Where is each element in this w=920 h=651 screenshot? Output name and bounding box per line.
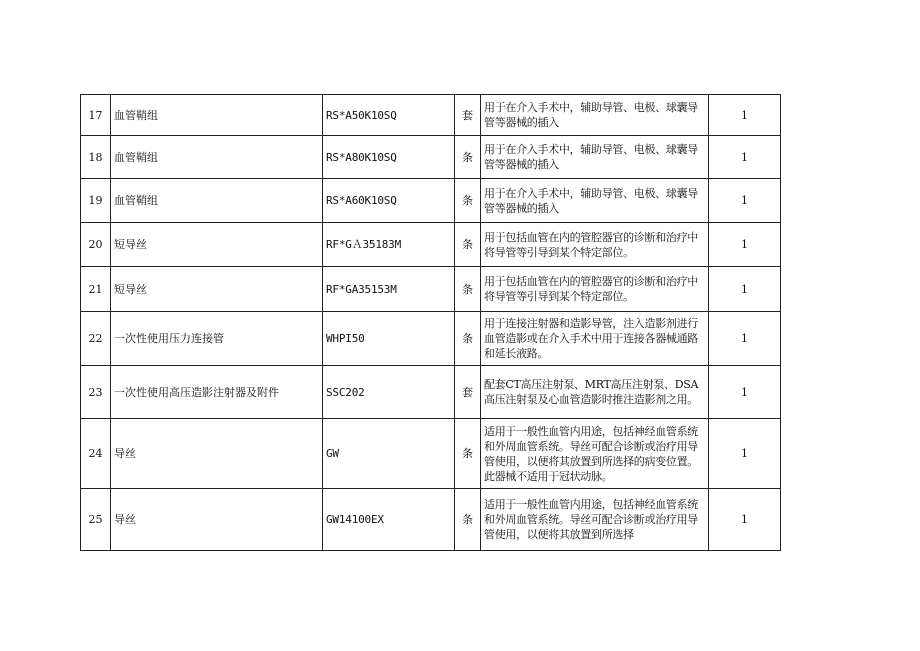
description: 用于在介入手术中，辅助导管、电极、球囊导管等器械的插入 [481,136,709,179]
quantity: 1 [709,95,781,136]
description: 用于包括血管在内的管腔器官的诊断和治疗中将导管等引导到某个特定部位。 [481,267,709,312]
unit: 条 [455,223,481,267]
unit: 条 [455,179,481,223]
row-number: 21 [81,267,111,312]
table-row [81,312,781,366]
row-number: 23 [81,366,111,419]
table-row [81,366,781,419]
model-number: RS*A50K10SQ [323,95,455,136]
row-number: 18 [81,136,111,179]
table-row [81,419,781,489]
table-row [81,179,781,223]
description: 用于连接注射器和造影导管，注入造影剂进行血管造影或在介入手术中用于连接各器械通路和延长液路。 [481,312,709,366]
unit: 条 [455,419,481,489]
unit: 条 [455,489,481,551]
product-name: 短导丝 [111,267,323,312]
product-name: 导丝 [111,489,323,551]
quantity: 1 [709,179,781,223]
model-number: RS*A60K10SQ [323,179,455,223]
table-row [81,95,781,136]
quantity: 1 [709,136,781,179]
row-number: 20 [81,223,111,267]
quantity: 1 [709,489,781,551]
table-row [81,489,781,551]
table-row [81,136,781,179]
row-number: 24 [81,419,111,489]
description: 用于在介入手术中，辅助导管、电极、球囊导管等器械的插入 [481,95,709,136]
unit: 条 [455,267,481,312]
description: 用于包括血管在内的管腔器官的诊断和治疗中将导管等引导到某个特定部位。 [481,223,709,267]
model-number: WHPI50 [323,312,455,366]
product-name: 短导丝 [111,223,323,267]
quantity: 1 [709,419,781,489]
product-name: 一次性使用压力连接管 [111,312,323,366]
model-number: RF*GＡ35183M [323,223,455,267]
model-number: RF*GA35153M [323,267,455,312]
table-row [81,267,781,312]
product-name: 血管鞘组 [111,179,323,223]
table-row [81,223,781,267]
description: 适用于一般性血管内用途，包括神经血管系统和外周血管系统。导丝可配合诊断或治疗用导管使用，以便将其放置到所选择的病变位置。此器械不适用于冠状动脉。 [481,419,709,489]
row-number: 17 [81,95,111,136]
model-number: SSC202 [323,366,455,419]
model-number: GW14100EX [323,489,455,551]
row-number: 22 [81,312,111,366]
quantity: 1 [709,223,781,267]
unit: 套 [455,95,481,136]
row-number: 25 [81,489,111,551]
row-number: 19 [81,179,111,223]
device-table [80,94,781,551]
product-name: 导丝 [111,419,323,489]
model-number: RS*A80K10SQ [323,136,455,179]
unit: 条 [455,312,481,366]
model-number: GW [323,419,455,489]
description: 适用于一般性血管内用途，包括神经血管系统和外周血管系统。导丝可配合诊断或治疗用导管使用，以便将其放置到所选择 [481,489,709,551]
product-name: 血管鞘组 [111,95,323,136]
quantity: 1 [709,267,781,312]
unit: 套 [455,366,481,419]
description: 配套CT高压注射泵、MRT高压注射泵、DSA高压注射泵及心血管造影时推注造影剂之用。 [481,366,709,419]
unit: 条 [455,136,481,179]
quantity: 1 [709,366,781,419]
quantity: 1 [709,312,781,366]
product-name: 一次性使用高压造影注射器及附件 [111,366,323,419]
description: 用于在介入手术中，辅助导管、电极、球囊导管等器械的插入 [481,179,709,223]
product-name: 血管鞘组 [111,136,323,179]
